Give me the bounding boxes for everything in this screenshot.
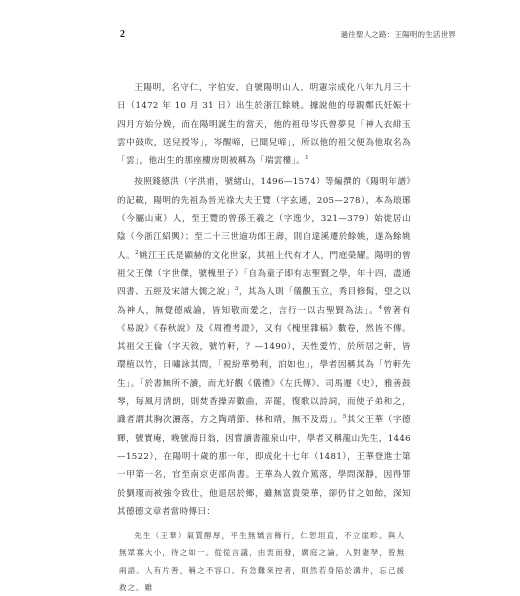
running-head: 過往聖人之路：王陽明的生活世界: [340, 30, 456, 39]
paragraph-2: [117, 173, 411, 521]
footnote-ref-2[interactable]: 2: [135, 249, 139, 256]
paragraph-2-text-a: 按照錢德洪（字洪甫，號緒山，1496—1574）等編撰的《陽明年譜》的記載，陽明的先祖為晉光祿大夫王覽（字玄通，205—278），本為琅琊（今屬山東）人，至王覽的曾孫王羲之（字逸少，321—379）始徙居山陰（今浙江紹興）；至二十三世逾功郎王壽，則自達溪遷於餘姚，遂為餘姚人。: [117, 177, 411, 261]
footnote-ref-4[interactable]: 4: [378, 304, 383, 311]
paragraph-1: [117, 79, 411, 170]
body-text: [117, 79, 411, 596]
paragraph-1-text: 王陽明，名守仁，字伯安，自號陽明山人，明憲宗成化八年九月三十日（1472 年 10 月 31 日）出生於浙江餘姚。據說他的母親鄭氏妊娠十四月方始分娩，而在陽明誕生的當天，他的祖母岑氏曾夢見「神人衣緋玉雲中鼓吹，送兒授岑」，岑醒啼，已聞兒啼」，所以他的祖父便為他取名為「雲」，他出生的那座樓房則被稱為「瑞雲樓」。: [117, 83, 411, 167]
paragraph-2-text-d: 曾著有《易說》《春秋說》及《周禮考證》，又有《槐里雜稿》數卷，然皆不傳。其祖父王倫（字天敘，號竹軒，？—1490），天性愛竹，於所居之軒，皆環植以竹，日嘯詠其間，「視紛華勢利，泊如也」，學者因稱其為「竹軒先生」。「於書無所不讀，而尤好觀《儀禮》《左氏傳》、司馬遷《史》，雅善鼓琴，每風月清朗，則焚香操弄數曲，弄罷，復歌以詩詞，而使子弟和之，識者謂其胸次灑落，方之陶靖節、林和靖，無不及焉」。: [117, 305, 411, 426]
footnote-ref-1[interactable]: 1: [305, 155, 310, 162]
page-number: 2: [120, 29, 125, 40]
paragraph-2-text-b: 姚江王氏是顯赫的文化世家，其祖上代有才人，門庭榮耀。陽明的曾祖父王傑（字世傑，號槐里子）「自為童子即有志聖賢之學，年十四，盡通四書、五經及宋諸大儒之說」: [117, 250, 411, 298]
footnote-ref-3[interactable]: 3: [234, 286, 239, 293]
paragraph-2-text-e: 其父王華（字德輝，號實庵，晚號海日翁，因嘗讀書龍泉山中，學者又稱龍山先生，1446—1522），在陽明十歲的那一年，即成化十七年（1481），王華登進士第一甲第一名，官至南京吏部尚書。王華為人敦介篤落，學問深靜，因得罪於劉瑾而被強令致仕，他退居於鄉，雖無富貴榮華，卻仍甘之如飴，深知其德德文章者當時傳曰：: [117, 415, 412, 517]
block-quote: 先生（王華）氣質醇厚，平生無矯言飾行，仁恕坦直，不立崖畛。與人無眾寡大小，待之如一。從從言議，由衷而發，廣庭之論，入對妻孥，曾無兩語。人有片善，稱之不容口。有急難來控者，則然若身陷於溝井，忘己援救之。雖: [119, 531, 405, 592]
paragraph-2-text-c: ，其為人則「儀觀玉立，秀目修髯，望之以為神人，無覺德威諭，皆知敬而愛之，言行一以古聖賢為法」。: [117, 287, 411, 316]
footnote-ref-5[interactable]: 5: [342, 414, 347, 421]
